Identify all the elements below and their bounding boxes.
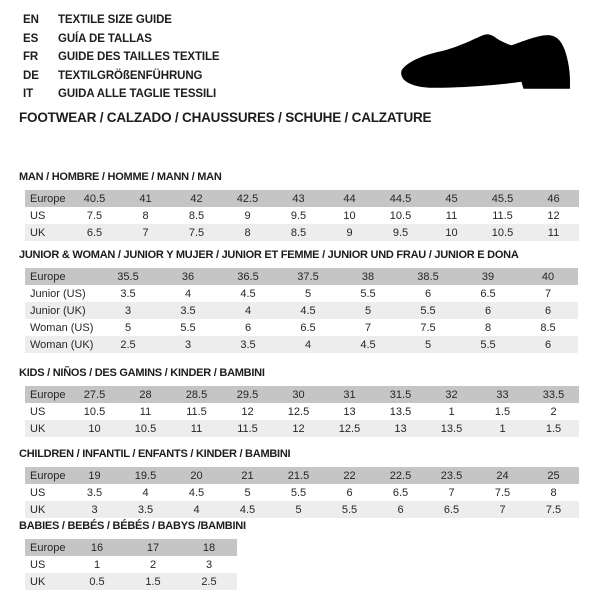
table-row (25, 484, 579, 501)
size-cell: 19 (69, 467, 120, 484)
size-cell: 8.5 (188, 209, 205, 222)
size-cell: 24 (477, 467, 528, 484)
size-cell: 30 (273, 386, 324, 403)
language-title-list (23, 11, 220, 104)
size-cell: 38.5 (398, 268, 458, 285)
row-label: UK (25, 420, 69, 437)
size-cell: 46 (528, 190, 579, 207)
size-cell: 19.5 (120, 467, 171, 484)
size-table-section (19, 521, 246, 590)
table-row (25, 573, 237, 590)
size-cell: 43 (273, 190, 324, 207)
size-cell: 33 (477, 386, 528, 403)
row-label: UK (25, 573, 69, 590)
size-cell: 36 (158, 268, 218, 285)
size-cell: 6.5 (69, 224, 120, 241)
size-cell: 3.5 (218, 336, 278, 353)
size-cell: 22 (324, 467, 375, 484)
size-cell: 6 (424, 287, 432, 300)
size-cell: 44.5 (375, 190, 426, 207)
row-label: US (30, 558, 46, 571)
size-cell: 8 (222, 224, 273, 241)
size-cell: 7 (544, 287, 552, 300)
size-cell: 11.5 (186, 405, 207, 418)
shoe-silhouette-path (401, 34, 570, 88)
table-row (25, 319, 578, 336)
size-cell: 0.5 (69, 573, 125, 590)
size-cell: 8 (142, 209, 149, 222)
size-cell: 7.5 (171, 224, 222, 241)
size-cell: 3 (98, 302, 158, 319)
size-table-section (19, 172, 579, 241)
table-row (25, 207, 579, 224)
language-row (23, 85, 220, 104)
row-label: Europe (25, 539, 69, 556)
size-cell: 31 (324, 386, 375, 403)
size-cell: 33.5 (528, 386, 579, 403)
size-cell: 13.5 (389, 405, 412, 418)
table-row (25, 501, 579, 518)
size-cell: 12.5 (324, 420, 375, 437)
row-label: Europe (25, 190, 69, 207)
size-cell: 40 (518, 268, 578, 285)
size-table (25, 467, 579, 518)
size-cell: 12.5 (287, 405, 310, 418)
size-cell: 7 (120, 224, 171, 241)
size-cell: 8 (550, 486, 557, 499)
size-cell: 12 (241, 405, 254, 418)
size-cell: 4 (278, 336, 338, 353)
size-cell: 1.5 (125, 573, 181, 590)
table-row (25, 403, 579, 420)
size-cell: 1.5 (528, 420, 579, 437)
size-cell: 20 (171, 467, 222, 484)
size-cell: 44 (324, 190, 375, 207)
row-label: Europe (25, 268, 98, 285)
size-cell: 5 (398, 336, 458, 353)
size-cell: 16 (69, 539, 125, 556)
row-label: Europe (25, 467, 69, 484)
size-table (25, 539, 237, 590)
size-cell: 5.5 (458, 336, 518, 353)
size-cell: 45 (426, 190, 477, 207)
size-cell: 10.5 (120, 420, 171, 437)
size-cell: 7.5 (528, 501, 579, 518)
size-table (25, 386, 579, 437)
size-cell: 11 (528, 224, 579, 241)
size-cell: 3 (205, 558, 213, 571)
size-cell: 4 (184, 287, 192, 300)
size-cell: 10 (426, 224, 477, 241)
size-table-title: BABIES / BEBÉS / BÉBÉS / BABYS /BAMBINI (19, 520, 246, 532)
footwear-heading: FOOTWEAR / CALZADO / CHAUSSURES / SCHUHE / CALZATURE (19, 110, 432, 125)
size-cell: 29.5 (222, 386, 273, 403)
row-label: Junior (UK) (25, 302, 98, 319)
size-cell: 5.5 (324, 501, 375, 518)
row-label: US (30, 209, 46, 222)
size-cell: 5.5 (180, 321, 196, 334)
table-row (25, 224, 579, 241)
size-cell: 5 (338, 302, 398, 319)
size-cell: 1 (448, 405, 455, 418)
language-row (23, 67, 220, 86)
size-cell: 10.5 (477, 224, 528, 241)
language-code: FR (23, 51, 39, 63)
size-cell: 12 (273, 420, 324, 437)
row-label: Junior (US) (30, 287, 86, 300)
language-code: ES (23, 32, 39, 45)
row-label: Woman (US) (30, 321, 94, 334)
size-cell: 10 (69, 420, 120, 437)
size-cell: 6 (458, 302, 518, 319)
size-cell: 9.5 (375, 224, 426, 241)
size-cell: 7 (364, 321, 372, 334)
size-cell: 39 (458, 268, 518, 285)
size-cell: 37.5 (278, 268, 338, 285)
size-cell: 5.5 (398, 302, 458, 319)
size-cell: 4.5 (222, 501, 273, 518)
size-cell: 5 (244, 486, 251, 499)
table-row (25, 302, 578, 319)
size-cell: 3.5 (120, 287, 136, 300)
size-cell: 25 (528, 467, 579, 484)
size-cell: 1 (93, 558, 101, 571)
table-row (25, 420, 579, 437)
size-cell: 42.5 (222, 190, 273, 207)
size-cell: 13 (343, 405, 356, 418)
table-row (25, 386, 579, 403)
size-cell: 18 (181, 539, 237, 556)
row-label: Europe (25, 386, 69, 403)
language-row (23, 11, 220, 30)
size-cell: 11 (139, 405, 152, 418)
size-cell: 6.5 (480, 287, 496, 300)
language-guide-title: GUÍA DE TALLAS (58, 32, 152, 45)
language-guide-title: TEXTILE SIZE GUIDE (58, 14, 172, 26)
size-table (25, 190, 579, 241)
size-cell: 6.5 (426, 501, 477, 518)
table-row (25, 268, 578, 285)
size-cell: 11 (171, 420, 222, 437)
size-cell: 1.5 (494, 405, 511, 418)
size-cell: 22.5 (375, 467, 426, 484)
size-cell: 4 (218, 302, 278, 319)
size-cell: 9 (244, 209, 251, 222)
size-cell: 3.5 (120, 501, 171, 518)
size-cell: 23.5 (426, 467, 477, 484)
row-label: US (30, 486, 46, 499)
size-cell: 8.5 (540, 321, 556, 334)
size-cell: 9 (324, 224, 375, 241)
size-cell: 4 (171, 501, 222, 518)
size-table (25, 268, 578, 353)
size-cell: 5 (273, 501, 324, 518)
table-row (25, 190, 579, 207)
size-cell: 5 (124, 321, 132, 334)
size-cell: 45.5 (477, 190, 528, 207)
size-cell: 2 (550, 405, 557, 418)
language-code: IT (23, 88, 34, 100)
size-cell: 31.5 (375, 386, 426, 403)
size-cell: 6 (244, 321, 252, 334)
row-label: US (30, 405, 46, 418)
row-label: UK (25, 501, 69, 518)
size-cell: 10.5 (389, 209, 412, 222)
size-cell: 7.5 (420, 321, 436, 334)
size-cell: 5.5 (290, 486, 307, 499)
size-cell: 17 (125, 539, 181, 556)
size-cell: 10 (343, 209, 356, 222)
size-table-title: CHILDREN / INFANTIL / ENFANTS / KINDER / BAMBINI (19, 448, 291, 460)
table-row (25, 556, 237, 573)
size-cell: 6 (375, 501, 426, 518)
language-guide-title: GUIDE DES TAILLES TEXTILE (58, 51, 220, 63)
size-cell: 35.5 (98, 268, 158, 285)
size-cell: 13 (375, 420, 426, 437)
size-cell: 12 (547, 209, 560, 222)
shoe-icon (400, 32, 572, 92)
size-table-title: KIDS / NIÑOS / DES GAMINS / KINDER / BAMBINI (19, 367, 265, 379)
size-cell: 6.5 (300, 321, 316, 334)
size-cell: 10.5 (83, 405, 106, 418)
size-cell: 4.5 (188, 486, 205, 499)
size-cell: 42 (171, 190, 222, 207)
size-cell: 1 (477, 420, 528, 437)
size-cell: 4 (142, 486, 149, 499)
size-cell: 7.5 (86, 209, 103, 222)
size-table-title: JUNIOR & WOMAN / JUNIOR Y MUJER / JUNIOR ET FEMME / JUNIOR UND FRAU / JUNIOR E DONA (19, 249, 519, 261)
size-cell: 4.5 (240, 287, 256, 300)
size-cell: 28 (120, 386, 171, 403)
size-cell: 36.5 (218, 268, 278, 285)
size-cell: 6 (518, 336, 578, 353)
size-table-title: MAN / HOMBRE / HOMME / MANN / MAN (19, 171, 222, 183)
size-cell: 5 (304, 287, 312, 300)
size-cell: 3 (158, 336, 218, 353)
language-row (23, 48, 220, 67)
size-cell: 7 (448, 486, 455, 499)
size-cell: 32 (426, 386, 477, 403)
size-cell: 6 (518, 302, 578, 319)
size-cell: 6.5 (392, 486, 409, 499)
table-row (25, 467, 579, 484)
table-row (25, 285, 578, 302)
size-cell: 2.5 (181, 573, 237, 590)
language-guide-title: TEXTILGRÖßENFÜHRUNG (58, 69, 203, 82)
size-cell: 21.5 (273, 467, 324, 484)
size-cell: 11.5 (222, 420, 273, 437)
size-cell: 2 (149, 558, 157, 571)
size-table-section (19, 250, 578, 353)
row-label: Woman (UK) (25, 336, 98, 353)
size-cell: 3.5 (158, 302, 218, 319)
table-row (25, 539, 237, 556)
size-cell: 11 (445, 209, 458, 222)
size-cell: 38 (338, 268, 398, 285)
size-cell: 21 (222, 467, 273, 484)
size-cell: 8 (484, 321, 492, 334)
size-cell: 28.5 (171, 386, 222, 403)
size-cell: 6 (346, 486, 353, 499)
language-code: EN (23, 14, 39, 26)
size-cell: 40.5 (69, 190, 120, 207)
size-cell: 3.5 (86, 486, 103, 499)
size-cell: 4.5 (338, 336, 398, 353)
size-cell: 13.5 (426, 420, 477, 437)
size-cell: 9.5 (290, 209, 307, 222)
size-cell: 4.5 (278, 302, 338, 319)
language-code: DE (23, 69, 39, 82)
language-row (23, 30, 220, 49)
size-table-section (19, 368, 579, 437)
size-table-section (19, 449, 579, 518)
size-cell: 7.5 (494, 486, 511, 499)
row-label: UK (25, 224, 69, 241)
size-cell: 27.5 (69, 386, 120, 403)
size-cell: 7 (477, 501, 528, 518)
size-cell: 41 (120, 190, 171, 207)
size-cell: 2.5 (98, 336, 158, 353)
size-cell: 11.5 (492, 209, 513, 222)
table-row (25, 336, 578, 353)
language-guide-title: GUIDA ALLE TAGLIE TESSILI (58, 88, 217, 100)
size-cell: 8.5 (273, 224, 324, 241)
size-cell: 3 (69, 501, 120, 518)
size-cell: 5.5 (360, 287, 376, 300)
